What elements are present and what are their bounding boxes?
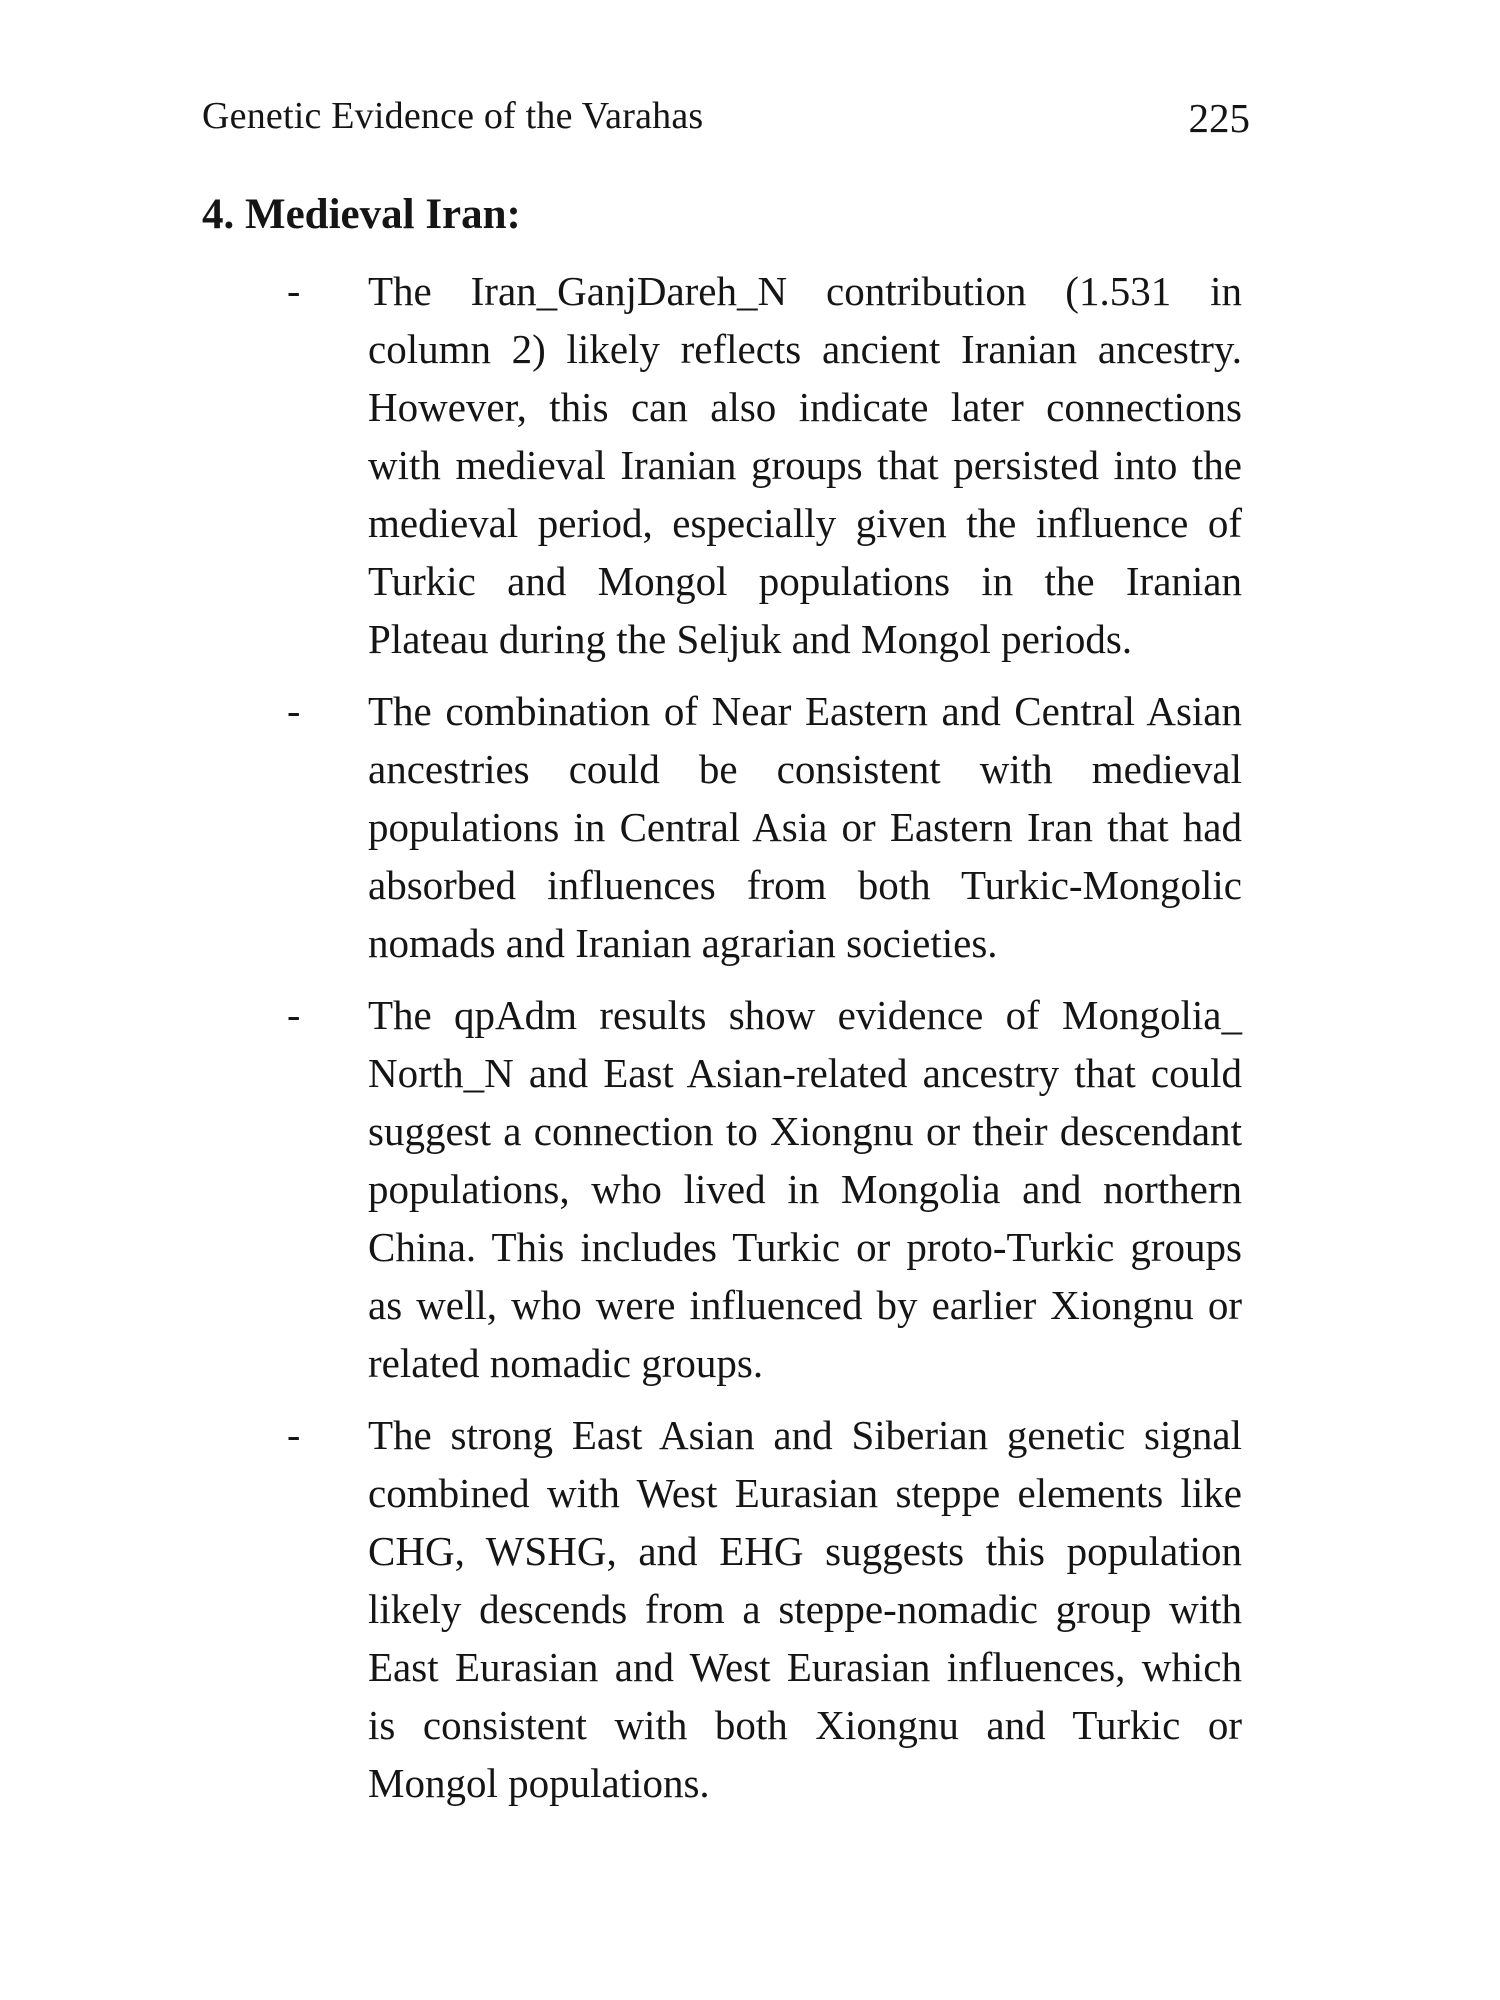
bullet-list [0, 262, 1500, 1826]
section-heading: 4. Medieval Iran: [202, 191, 521, 238]
bullet-dash: - [287, 268, 301, 313]
bullet-text: The qpAdm results show evidence of Mongolia_ North_N and East Asian-related ancestry that could suggest a connection to Xiongnu or their descendant populations, who lived in Mongolia and northern China. This includes Turkic or proto-Turkic groups as well, who were influenced by earlier Xiongnu or related nomadic groups. [368, 992, 1242, 1386]
bullet-item [0, 262, 1500, 668]
page-number: 225 [1188, 95, 1250, 141]
bullet-text: The strong East Asian and Siberian genetic signal combined with West Eurasian steppe elements like CHG, WSHG, and EHG suggests this population likely descends from a steppe-nomadic group with East Eurasian and West Eurasian influences, which is consistent with both Xiongnu and Turkic or Mongol populations. [368, 1412, 1242, 1806]
bullet-text: The Iran_GanjDareh_N contribution (1.531 in column 2) likely reflects ancient Iranian ancestry. However, this can also indicate later connections with medieval Iranian groups that persisted into the medieval period, especially given the influence of Turkic and Mongol populations in the Iranian Plateau during the Seljuk and Mongol periods. [368, 268, 1242, 662]
bullet-dash: - [287, 1412, 301, 1457]
bullet-item [0, 682, 1500, 972]
bullet-item [0, 986, 1500, 1392]
bullet-dash: - [287, 992, 301, 1037]
bullet-dash: - [287, 688, 301, 733]
running-title: Genetic Evidence of the Varahas [202, 95, 704, 137]
bullet-text: The combination of Near Eastern and Central Asian ancestries could be consistent with medieval populations in Central Asia or Eastern Iran that had absorbed influences from both Turkic-Mongolic nomads and Iranian agrarian societies. [368, 688, 1242, 966]
bullet-item [0, 1406, 1500, 1812]
